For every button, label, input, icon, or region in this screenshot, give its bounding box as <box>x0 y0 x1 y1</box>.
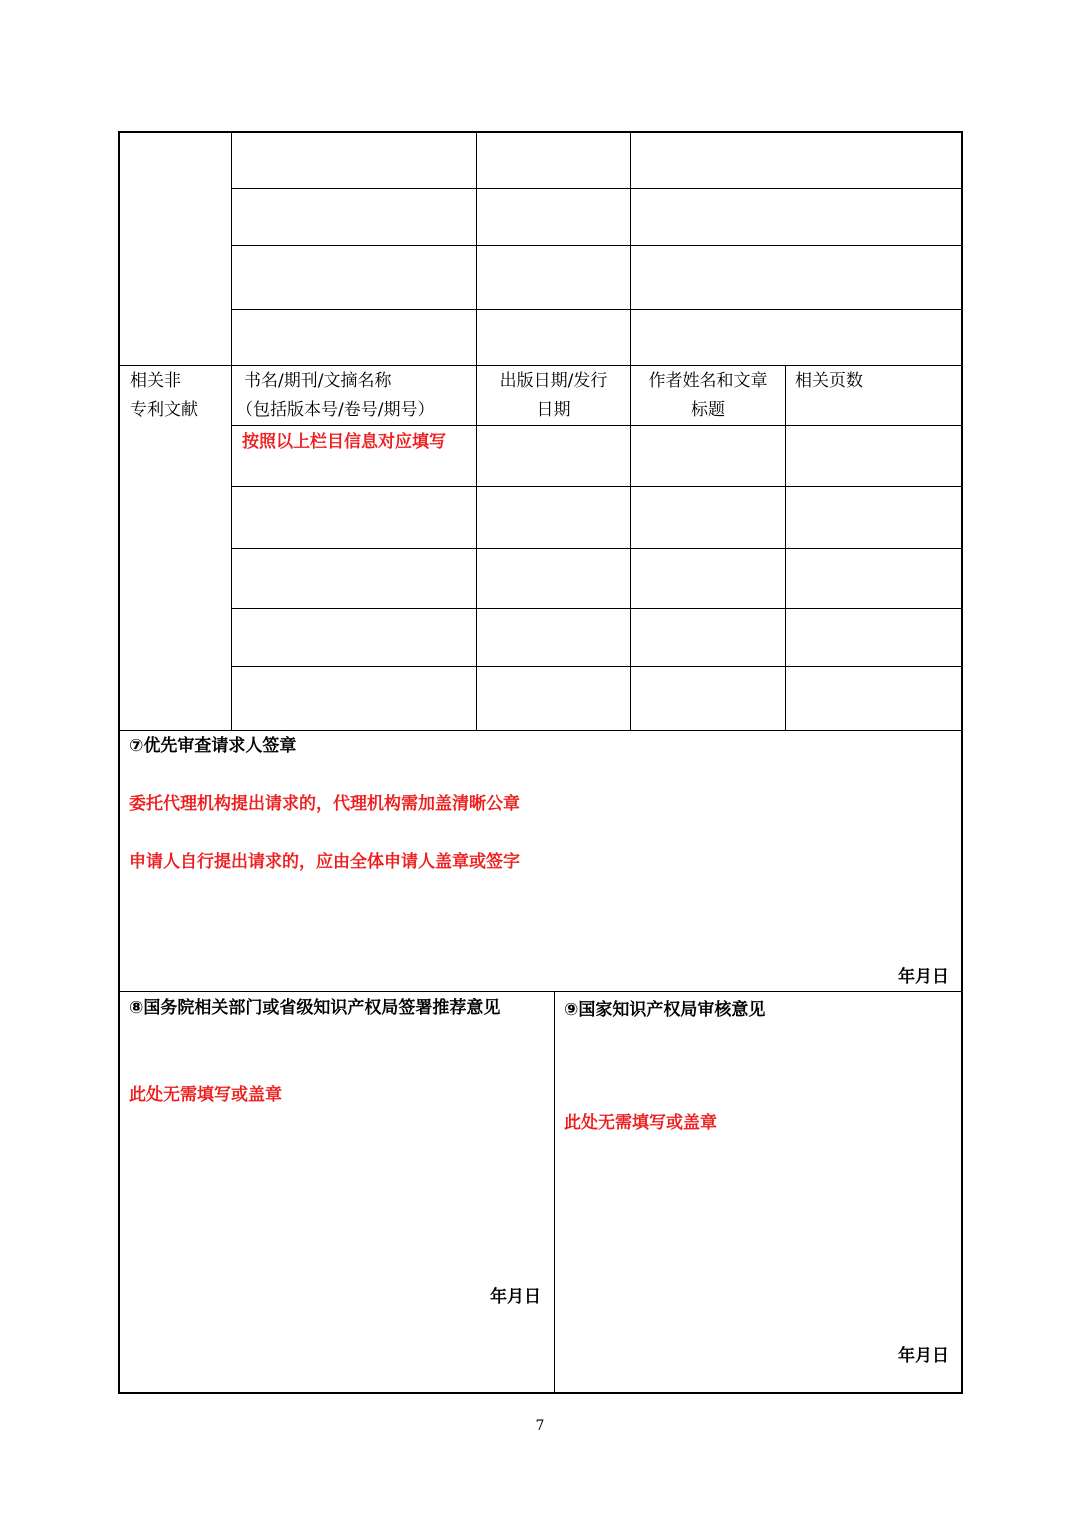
priority-examination-form-table <box>118 131 963 1394</box>
nonpatent-label-line1: 相关非 <box>130 371 181 391</box>
header-relevant-pages: 相关页数 <box>795 371 863 391</box>
nonpatent-label-line2: 专利文献 <box>130 400 198 420</box>
row-divider <box>231 666 963 667</box>
row-divider <box>231 608 963 609</box>
column-divider-label <box>231 133 232 730</box>
section-divider-8-9 <box>120 991 963 992</box>
header-publish-date-line2: 日期 <box>536 400 571 420</box>
header-author-line2: 标题 <box>691 400 725 420</box>
header-author-line1: 作者姓名和文章 <box>648 371 768 391</box>
section9-date: 年月日 <box>898 1346 949 1366</box>
page-number: 7 <box>535 1418 545 1434</box>
section-divider-nonpatent <box>120 365 963 366</box>
section8-date: 年月日 <box>490 1287 541 1307</box>
section8-note: 此处无需填写或盖章 <box>129 1085 282 1105</box>
header-book-title-line1: 书名/期刊/文摘名称 <box>244 371 392 391</box>
section7-note-applicant: 申请人自行提出请求的，应由全体申请人盖章或签字 <box>129 852 520 872</box>
row-divider <box>231 188 963 189</box>
column-divider-book <box>476 133 477 730</box>
row-divider <box>231 245 963 246</box>
section8-title: ⑧国务院相关部门或省级知识产权局签署推荐意见 <box>129 998 501 1018</box>
header-divider <box>231 425 963 426</box>
column-divider-date <box>630 133 631 730</box>
section7-note-agency: 委托代理机构提出请求的，代理机构需加盖清晰公章 <box>129 794 520 814</box>
section9-title: ⑨国家知识产权局审核意见 <box>564 1000 766 1020</box>
nonpatent-fill-instruction: 按照以上栏目信息对应填写 <box>242 432 446 452</box>
section-divider-7 <box>120 730 963 731</box>
row-divider <box>231 486 963 487</box>
column-divider-8-9 <box>554 991 555 1394</box>
row-divider <box>231 309 963 310</box>
header-publish-date-line1: 出版日期/发行 <box>499 371 608 391</box>
row-divider <box>231 548 963 549</box>
header-book-title-line2: （包括版本号/卷号/期号） <box>236 400 435 420</box>
section9-note: 此处无需填写或盖章 <box>564 1113 717 1133</box>
section7-title: ⑦优先审查请求人签章 <box>129 736 297 756</box>
section7-date: 年月日 <box>898 967 949 987</box>
